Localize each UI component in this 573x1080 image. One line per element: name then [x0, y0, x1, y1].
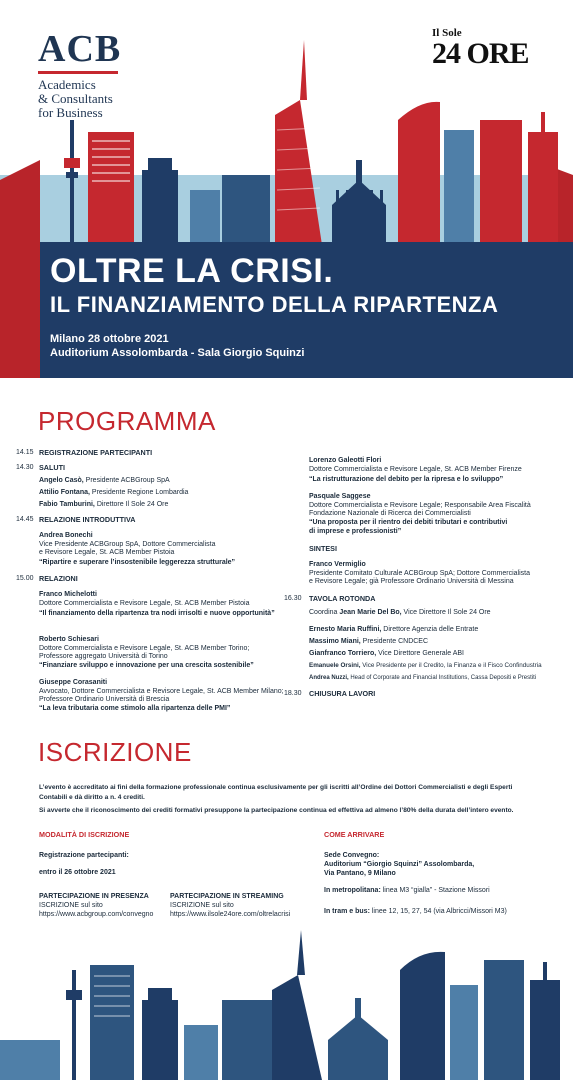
item-tavola-rotonda: TAVOLA ROTONDA	[309, 594, 376, 603]
panelist-miani-name: Massimo Miani,	[309, 638, 361, 645]
speaker-bonechi-name: Andrea Bonechi	[39, 532, 93, 539]
tower-bottom-right	[400, 952, 445, 1080]
speaker-flori-talk: “La ristrutturazione del debito per la ripresa e lo sviluppo”	[309, 476, 504, 483]
building-bottom-far-right	[530, 980, 560, 1080]
speaker-caso-name: Angelo Casò,	[39, 477, 84, 484]
item-registrazione: REGISTRAZIONE PARTECIPANTI	[39, 448, 153, 457]
building-bottom-blue-right	[450, 985, 478, 1080]
panelist-miani-role: Presidente CNDCEC	[360, 638, 429, 645]
iscrizione-p1-line2: Contabili e dà diritto a n. 4 crediti.	[39, 794, 145, 801]
sole-logo-big: 24 ORE	[432, 37, 529, 70]
moderator-delbo	[309, 609, 491, 618]
sede-name: Auditorium “Giorgio Squinzi” Assolombarda,	[324, 861, 475, 868]
item-relazione-introduttiva: RELAZIONE INTRODUTTIVA	[39, 515, 136, 524]
speaker-vermiglio-role-1: Presidente Comitato Culturale ACBGroup SpA; Dottore Commercialista	[309, 570, 530, 577]
building-bottom-navy-2-crown	[148, 988, 172, 1002]
speaker-caso-role: Presidente ACBGroup SpA	[83, 477, 170, 484]
panelist-nuzzi	[309, 674, 536, 683]
acb-tagline-3: for Business	[38, 105, 103, 120]
tram-label: In tram e bus:	[324, 908, 370, 915]
streaming-sub: ISCRIZIONE sul sito	[170, 902, 234, 909]
speaker-caso	[39, 477, 170, 486]
speaker-saggese-talk-2: di imprese e professionisti”	[309, 528, 402, 535]
time-1445: 14.45	[16, 516, 34, 523]
moderator-role: Vice Direttore Il Sole 24 Ore	[401, 609, 491, 616]
moderator-name: Jean Marie Del Bo,	[339, 609, 402, 616]
skyline-bottom-illustration	[0, 930, 573, 1080]
tv-tower-bottom	[72, 970, 76, 1080]
iscrizione-paragraph-2: Si avverte che il riconoscimento dei crediti formativi presuppone la partecipazione continua ed effettiva ad almeno l’80% della durata dell’intero evento.	[39, 807, 514, 814]
item-chiusura: CHIUSURA LAVORI	[309, 689, 376, 698]
sede-label: Sede Convegno:	[324, 852, 380, 859]
panelist-orsini-role: Vice Presidente per il Credito, la Finanza e il Fisco Confindustria	[360, 662, 542, 669]
hero-title: OLTRE LA CRISI.	[50, 252, 334, 290]
speaker-bonechi-talk: “Ripartire e superare l’insostenibile leggerezza strutturale”	[39, 559, 236, 566]
presenza-block	[39, 892, 153, 919]
time-1630: 16.30	[284, 595, 302, 602]
building-bottom-far-right-spire	[543, 962, 547, 982]
panelist-torriero	[309, 650, 464, 659]
time-1415: 14.15	[16, 449, 34, 456]
speaker-fontana-name: Attilio Fontana,	[39, 489, 90, 496]
programma-title: PROGRAMMA	[38, 406, 216, 436]
speaker-corasaniti-role-1: Avvocato, Dottore Commercialista e Revisore Legale, St. ACB Member Milano;	[39, 688, 284, 695]
speaker-vermiglio-role-2: e Revisore Legale; già Professore Ordinario Università di Messina	[309, 578, 514, 585]
sole-logo-small: Il Sole	[432, 27, 462, 39]
speaker-michelotti-role: Dottore Commercialista e Revisore Legale, St. ACB Member Pistoia	[39, 600, 250, 607]
metro-value: linea M3 “gialla” - Stazione Missori	[380, 887, 490, 894]
panelist-nuzzi-role: Head of Corporate and Financial Institutions, Cassa Depositi e Prestiti	[348, 675, 537, 681]
tram-info	[324, 907, 507, 916]
time-1430: 14.30	[16, 464, 34, 471]
iscrizione-p1-line1: L’evento è accreditato ai fini della formazione professionale continua esclusivamente per gli iscritti all’Ordine dei Dottori Commercialisti e degli Esperti	[39, 784, 513, 791]
acb-tagline-1: Academics	[38, 77, 96, 92]
building-bottom-left	[0, 1040, 60, 1080]
speaker-fontana	[39, 489, 188, 498]
building-bottom-navy-right	[484, 960, 524, 1080]
deadline-text: entro il 26 ottobre 2021	[39, 869, 116, 876]
item-sintesi: SINTESI	[309, 544, 337, 553]
speaker-flori-role: Dottore Commercialista e Revisore Legale, St. ACB Member Firenze	[309, 466, 522, 473]
building-bottom-navy-2	[142, 1000, 178, 1080]
speaker-tamburini-name: Fabio Tamburini,	[39, 501, 95, 508]
speaker-corasaniti-talk: “La leva tributaria come stimolo alla ripartenza delle PMI”	[39, 705, 231, 712]
speaker-saggese-talk-1: “Una proposta per il rientro dei debiti tributari e contributivi	[309, 519, 508, 526]
speaker-flori-name: Lorenzo Galeotti Flori	[309, 457, 382, 464]
item-saluti: SALUTI	[39, 463, 65, 472]
panelist-ruffini	[309, 626, 478, 635]
speaker-corasaniti-name: Giuseppe Corasaniti	[39, 679, 108, 686]
metro-info	[324, 886, 490, 895]
acb-logo-mark: ACB	[38, 28, 122, 70]
building-bottom-navy-1	[90, 965, 134, 1080]
come-arrivare-label: COME ARRIVARE	[324, 830, 385, 839]
hero-subtitle: IL FINANZIAMENTO DELLA RIPARTENZA	[50, 292, 499, 317]
building-bottom-blue	[184, 1025, 218, 1080]
presenza-sub: ISCRIZIONE sul sito	[39, 902, 103, 909]
speaker-schiesari-talk: “Finanziare sviluppo e innovazione per una crescita sostenibile”	[39, 662, 254, 669]
speaker-schiesari-role-1: Dottore Commercialista e Revisore Legale, St. ACB Member Torino;	[39, 645, 250, 652]
streaming-title: PARTECIPAZIONE IN STREAMING	[170, 893, 284, 900]
moderator-label: Coordina	[309, 609, 340, 616]
presenza-link[interactable]: https://www.acbgroup.com/convegno	[39, 911, 154, 918]
panelist-ruffini-role: Direttore Agenzia delle Entrate	[381, 626, 479, 633]
time-1500: 15.00	[16, 575, 34, 582]
speaker-vermiglio-name: Franco Vermiglio	[309, 561, 366, 568]
item-relazioni: RELAZIONI	[39, 574, 78, 583]
streaming-link[interactable]: https://www.ilsole24ore.com/oltrelacrisi	[170, 911, 291, 918]
modalita-label: MODALITÀ DI ISCRIZIONE	[39, 830, 130, 839]
panelist-orsini-name: Emanuele Orsini,	[309, 662, 361, 669]
building-bottom-navy-3	[222, 1000, 272, 1080]
speaker-saggese-role-2: Fondazione Nazionale di Ricerca dei Commercialisti	[309, 510, 471, 517]
tv-tower-bottom-pod	[66, 990, 82, 1000]
acb-tagline-2: & Consultants	[38, 91, 113, 106]
metro-label: In metropolitana:	[324, 887, 381, 894]
panelist-orsini	[309, 662, 542, 671]
hero-date: Milano 28 ottobre 2021	[50, 333, 169, 345]
iscrizione-paragraph-1	[39, 783, 559, 803]
tower-bottom-curved	[272, 975, 322, 1080]
speaker-saggese-role-1: Dottore Commercialista e Revisore Legale; Responsabile Area Fiscalità	[309, 502, 531, 509]
iscrizione-title: ISCRIZIONE	[38, 737, 192, 767]
panelist-nuzzi-name: Andrea Nuzzi,	[309, 675, 349, 681]
panelist-torriero-name: Gianfranco Torriero,	[309, 650, 377, 657]
panelist-torriero-role: Vice Direttore Generale ABI	[376, 650, 464, 657]
speaker-corasaniti-role-2: Professore Ordinario Università di Brescia	[39, 696, 170, 703]
tram-value: linee 12, 15, 27, 54 (via Albricci/Missori M3)	[369, 908, 507, 915]
panelist-miani	[309, 638, 428, 647]
speaker-michelotti-name: Franco Michelotti	[39, 591, 97, 598]
sede-address: Via Pantano, 9 Milano	[324, 870, 396, 877]
time-1830: 18.30	[284, 690, 302, 697]
speaker-bonechi-role-1: Vice Presidente ACBGroup SpA, Dottore Commercialista	[39, 541, 216, 548]
hero-venue: Auditorium Assolombarda - Sala Giorgio Squinzi	[50, 347, 305, 359]
speaker-tamburini	[39, 501, 168, 510]
speaker-schiesari-role-2: Professore aggregato Università di Torino	[39, 653, 168, 660]
presenza-title: PARTECIPAZIONE IN PRESENZA	[39, 893, 149, 900]
registrazione-label: Registrazione partecipanti:	[39, 852, 129, 859]
speaker-schiesari-name: Roberto Schiesari	[39, 636, 99, 643]
speaker-michelotti-talk: “Il finanziamento della ripartenza tra nodi irrisolti e nuove opportunità”	[39, 610, 275, 617]
streaming-block	[170, 892, 290, 919]
speaker-tamburini-role: Direttore Il Sole 24 Ore	[94, 501, 169, 508]
speaker-saggese-name: Pasquale Saggese	[309, 493, 371, 500]
tower-bottom-spire	[297, 930, 305, 975]
sede-block	[324, 851, 474, 878]
duomo-bottom	[328, 998, 388, 1080]
speaker-bonechi-role-2: e Revisore Legale, St. ACB Member Pistoia	[39, 549, 175, 556]
speaker-fontana-role: Presidente Regione Lombardia	[89, 489, 189, 496]
panelist-ruffini-name: Ernesto Maria Ruffini,	[309, 626, 382, 633]
